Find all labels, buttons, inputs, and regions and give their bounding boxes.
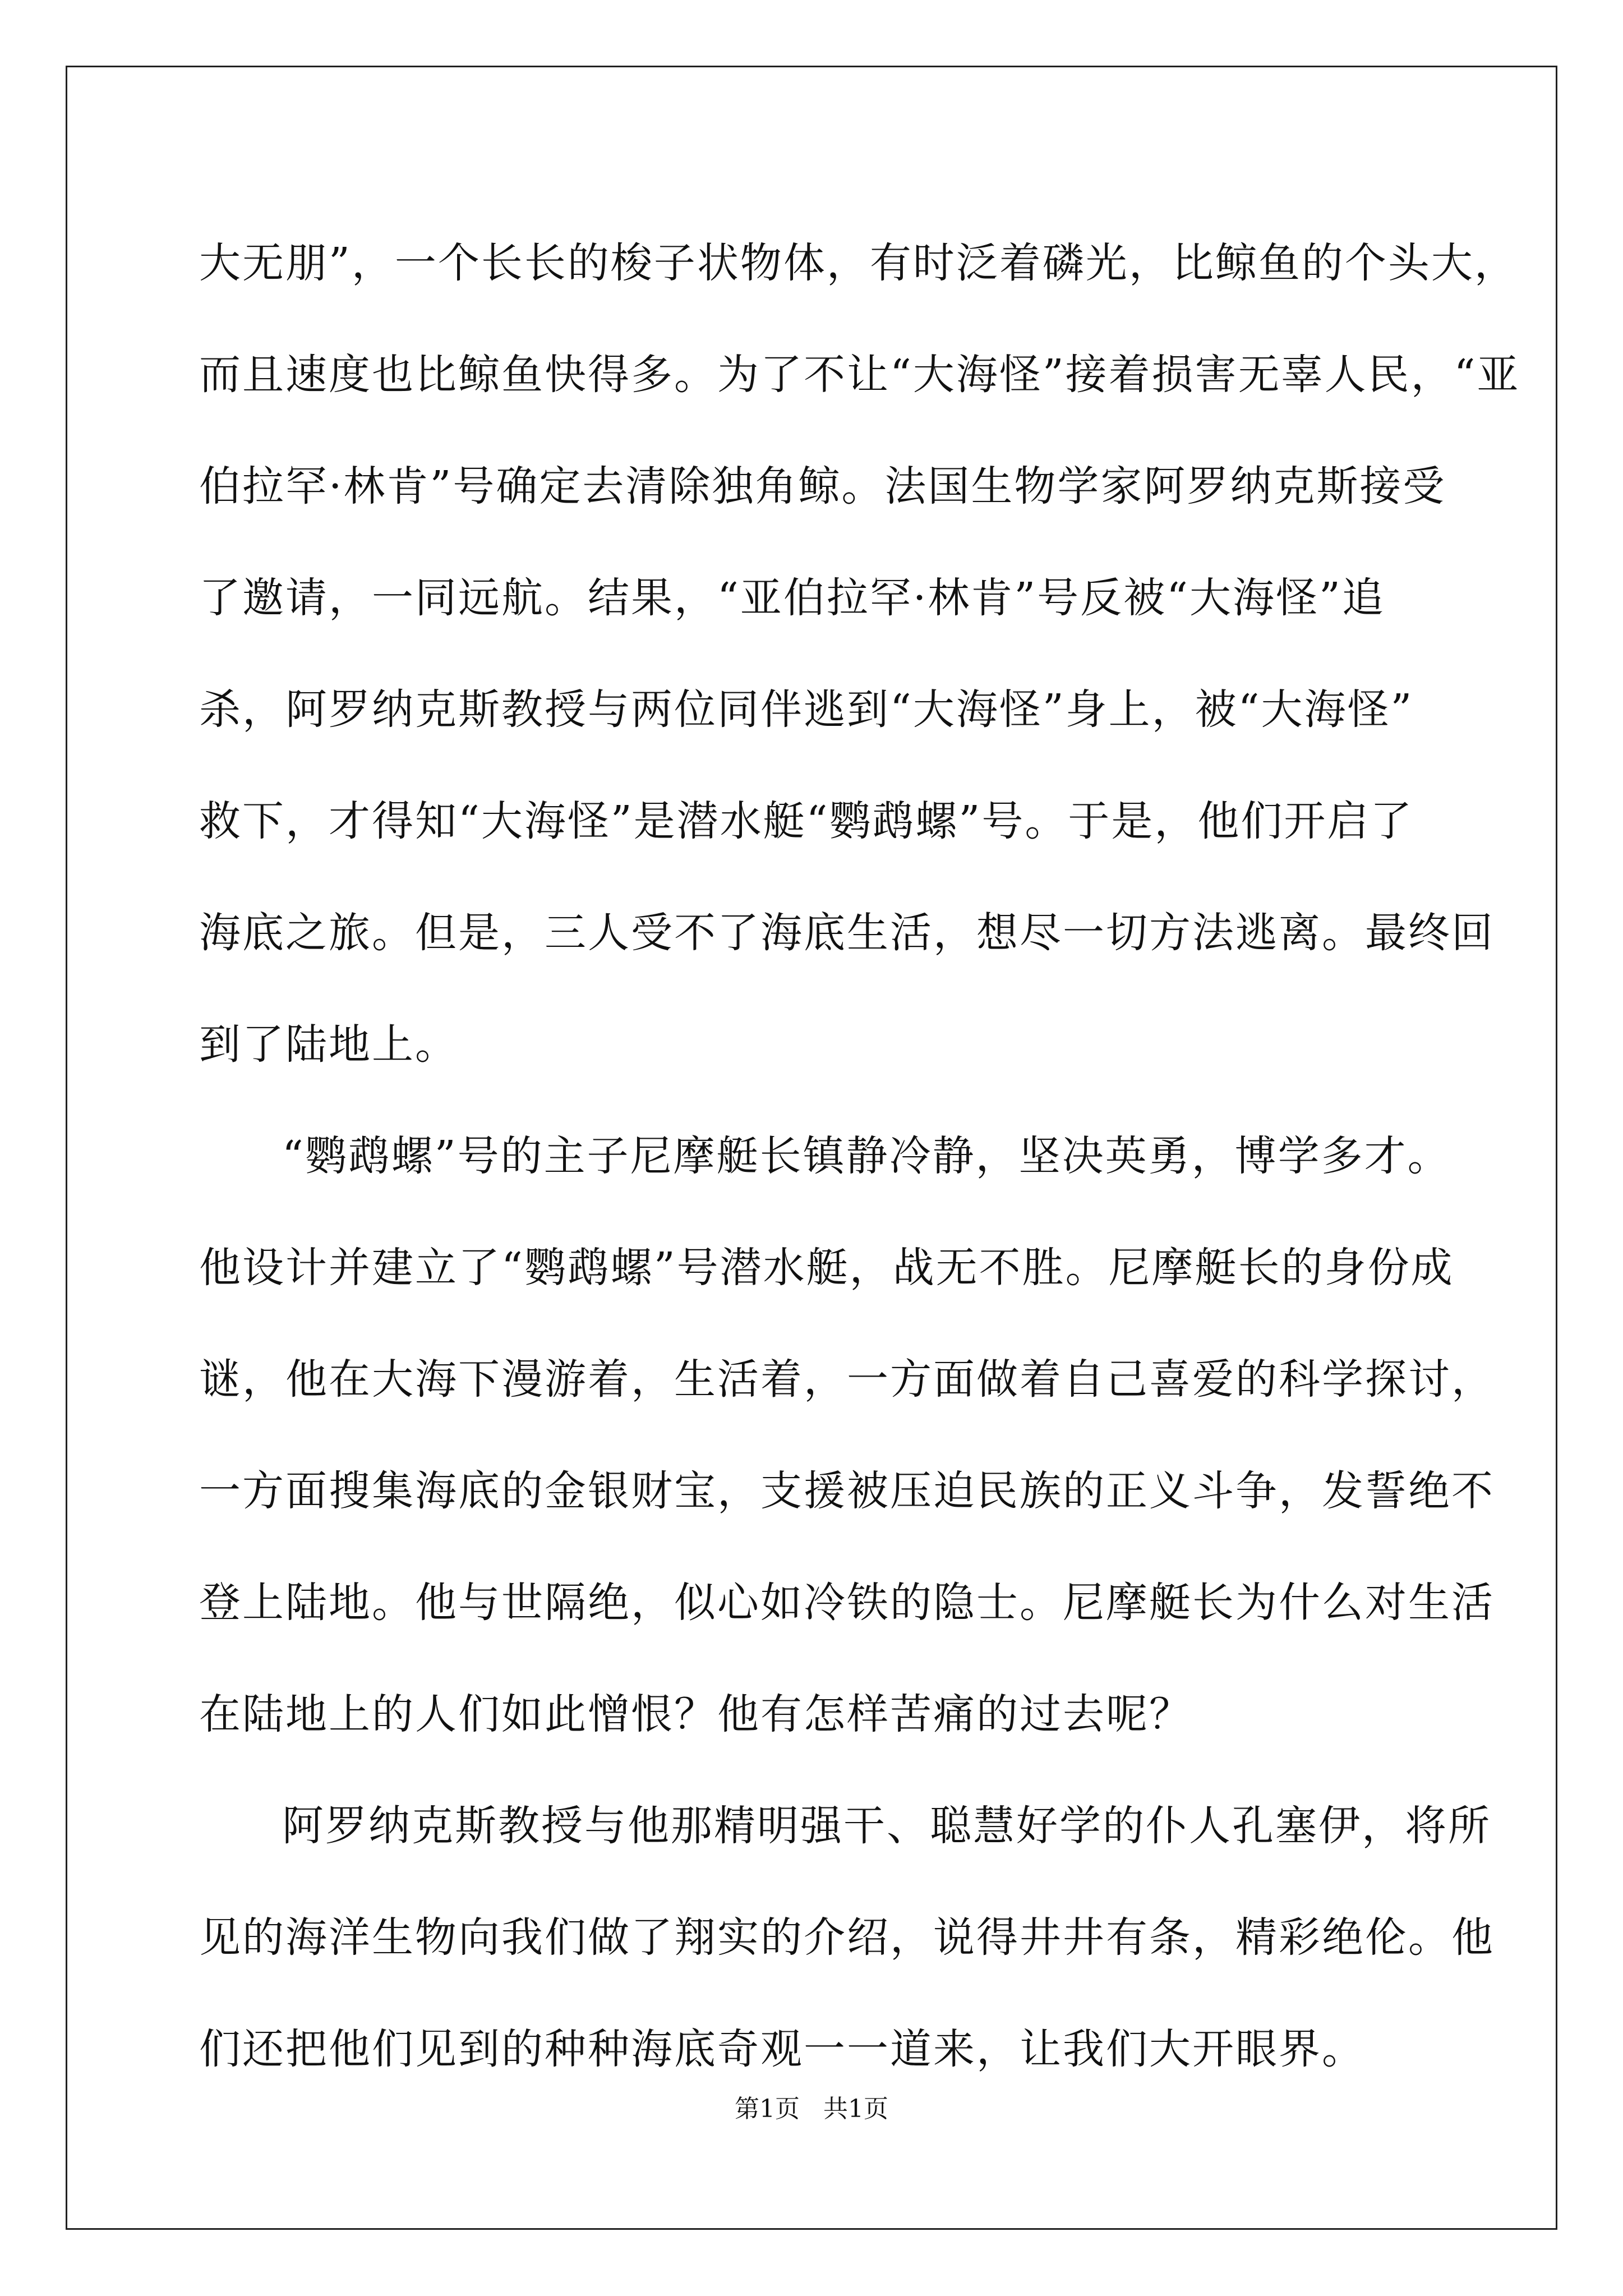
text-line: 他设计并建立了“鹦鹉螺”号潜水艇，战无不胜。尼摩艇长的身份成 [199, 1244, 1454, 1292]
text-line: 见的海洋生物向我们做了翔实的介绍，说得井井有条，精彩绝伦。他 [199, 1913, 1495, 1962]
text-line: 杀，阿罗纳克斯教授与两位同伴逃到“大海怪”身上，被“大海怪” [199, 685, 1414, 734]
text-line: 谜，他在大海下漫游着，生活着，一方面做着自己喜爱的科学探讨， [199, 1355, 1495, 1404]
text-line: 登上陆地。他与世隔绝，似心如冷铁的隐士。尼摩艇长为什么对生活 [199, 1579, 1495, 1627]
document-body [199, 208, 1520, 2105]
text-line: 一方面搜集海底的金银财宝，支援被压迫民族的正义斗争，发誓绝不 [199, 1467, 1495, 1515]
page-footer: 第1页 共1页 [735, 2095, 888, 2123]
text-line: 而且速度也比鲸鱼快得多。为了不让“大海怪”接着损害无辜人民，“亚 [199, 351, 1520, 399]
text-line: 救下，才得知“大海怪”是潜水艇“鹦鹉螺”号。于是，他们开启了 [199, 797, 1414, 845]
text-line: 海底之旅。但是，三人受不了海底生活，想尽一切方法逃离。最终回 [199, 909, 1495, 957]
paragraph-first-line: “鹦鹉螺”号的主子尼摩艇长镇静冷静，坚决英勇，博学多才。 [282, 1132, 1451, 1180]
paragraph-first-line: 阿罗纳克斯教授与他那精明强干、聪慧好学的仆人孔塞伊，将所 [282, 1802, 1491, 1850]
text-line: 了邀请，一同远航。结果，“亚伯拉罕·林肯”号反被“大海怪”追 [199, 574, 1385, 622]
text-line: 们还把他们见到的种种海底奇观一一道来，让我们大开眼界。 [199, 2025, 1365, 2073]
text-line: 伯拉罕·林肯”号确定去清除独角鲸。法国生物学家阿罗纳克斯接受 [199, 462, 1446, 510]
text-line: 到了陆地上。 [199, 1020, 458, 1069]
text-line: 大无朋”，一个长长的梭子状物体，有时泛着磷光，比鲸鱼的个头大， [199, 239, 1518, 287]
text-line: 在陆地上的人们如此憎恨？他有怎样苦痛的过去呢？ [199, 1690, 1192, 1738]
